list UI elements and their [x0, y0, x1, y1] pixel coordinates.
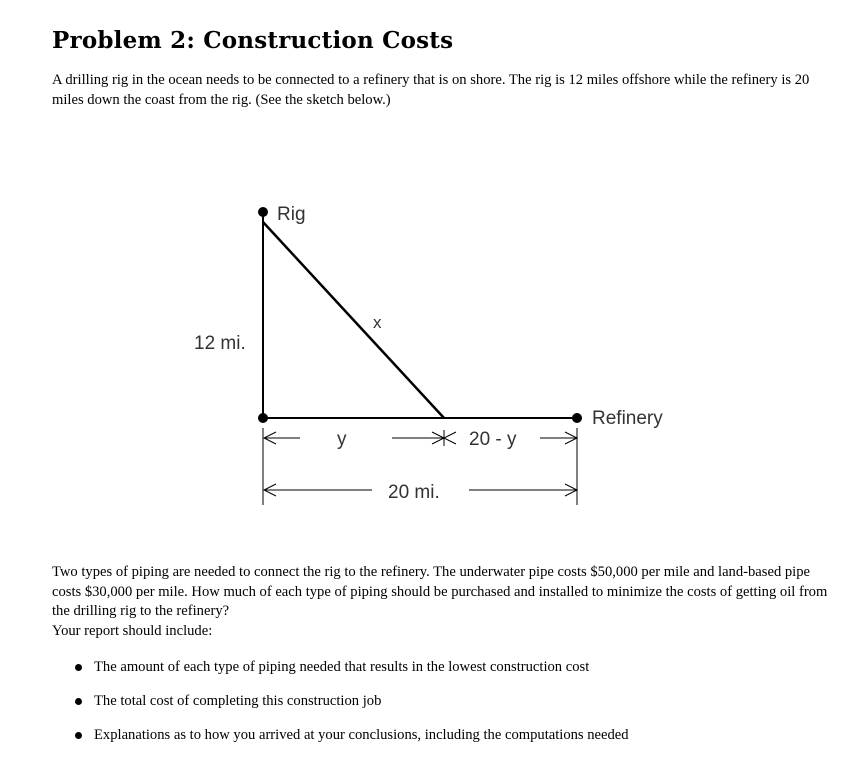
- problem-paragraph: Two types of piping are needed to connect the rig to the refinery. The underwater pipe costs $50,000 per mile and land-based pipe costs $30,000 per mile. How much of each type of piping should be purchased and installed to minimize the costs of getting oil from the drilling rig to the refinery?: [52, 564, 828, 619]
- report-intro: Your report should include:: [52, 623, 213, 639]
- list-item: Explanations as to how you arrived at your conclusions, including the computations needed: [75, 725, 629, 759]
- list-item: The amount of each type of piping needed that results in the lowest construction cost: [75, 657, 629, 691]
- offshore-distance-label: 12 mi.: [194, 333, 246, 354]
- bullet-icon: [75, 698, 82, 705]
- page-title: Problem 2: Construction Costs: [52, 27, 454, 54]
- y-label: y: [337, 429, 347, 450]
- remaining-left-arrowhead: [444, 432, 456, 444]
- refinery-point: [572, 413, 582, 423]
- rig-label: Rig: [277, 204, 306, 225]
- shore-point: [258, 413, 268, 423]
- remaining-label: 20 - y: [469, 429, 517, 450]
- report-requirements-list: [75, 657, 629, 759]
- refinery-label: Refinery: [592, 408, 663, 429]
- rig-point: [258, 207, 268, 217]
- hypotenuse-label: x: [373, 313, 382, 332]
- underwater-pipe-line: [263, 222, 444, 418]
- bullet-icon: [75, 732, 82, 739]
- bullet-icon: [75, 664, 82, 671]
- list-item: The total cost of completing this construction job: [75, 691, 629, 725]
- coast-distance-label: 20 mi.: [388, 482, 440, 503]
- intro-paragraph: A drilling rig in the ocean needs to be connected to a refinery that is on shore. The rig is 12 miles offshore while the refinery is 20 miles down the coast from the rig. (See the sketch below.): [52, 72, 810, 108]
